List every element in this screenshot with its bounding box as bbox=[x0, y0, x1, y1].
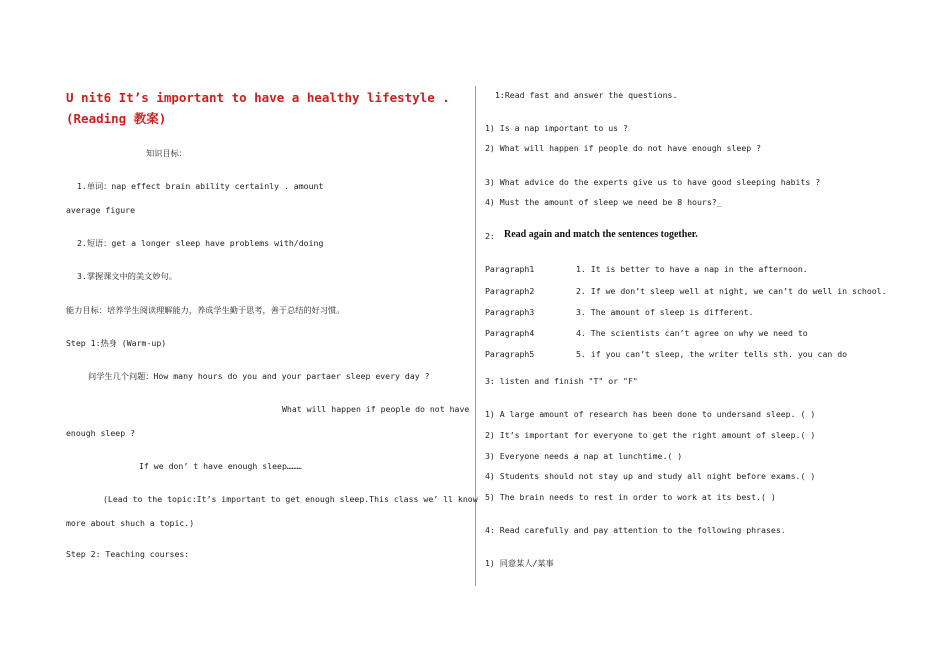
warmup-question-2b: enough sleep ? bbox=[66, 428, 136, 438]
task-2-heading: Read again and match the sentences together. bbox=[504, 229, 698, 240]
tf-item-4: 4) Students should not stay up and study all night before exams.( ) bbox=[485, 471, 816, 481]
warmup-question-2a: What will happen if people do not have bbox=[282, 404, 470, 414]
match-sentence-1: 1. It is better to have a nap in the afternoon. bbox=[576, 264, 808, 274]
task-1-question-4: 4) Must the amount of sleep we need be 8 hours?_ bbox=[485, 197, 722, 207]
vocabulary-line-1: 1.单词：nap effect brain ability certainly . amount bbox=[77, 181, 324, 191]
tf-item-1: 1) A large amount of research has been done to undersand sleep. ( ) bbox=[485, 409, 816, 419]
step-2-heading: Step 2: Teaching courses: bbox=[66, 549, 190, 559]
phrases-line: 2.短语：get a longer sleep have problems with/doing bbox=[77, 238, 324, 248]
knowledge-goal-label: 知识目标： bbox=[146, 148, 187, 158]
lesson-title: U nit6 It’s important to have a healthy lifestyle .(Reading 教案) bbox=[66, 90, 450, 126]
match-paragraph-2: Paragraph2 bbox=[485, 286, 535, 296]
task-1-question-2: 2) What will happen if people do not have enough sleep ? bbox=[485, 143, 762, 153]
tf-item-3: 3) Everyone needs a nap at lunchtime.( ) bbox=[485, 451, 683, 461]
ability-goal: 能力目标：培养学生阅读理解能力，养成学生勤于思考，善于总结的好习惯。 bbox=[66, 305, 345, 315]
lead-in-line-2: more about shuch a topic.) bbox=[66, 518, 195, 528]
match-sentence-3: 3. The amount of sleep is different. bbox=[576, 307, 754, 317]
vocabulary-line-2: average figure bbox=[66, 205, 136, 215]
warmup-statement: If we don’ t have enough sleep……… bbox=[139, 461, 302, 471]
warmup-question-1: 问学生几个问题：How many hours do you and your partaer sleep every day ? bbox=[88, 371, 430, 381]
tf-item-2: 2) It’s important for everyone to get the right amount of sleep.( ) bbox=[485, 430, 816, 440]
match-paragraph-4: Paragraph4 bbox=[485, 328, 535, 338]
match-paragraph-5: Paragraph5 bbox=[485, 349, 535, 359]
match-paragraph-1: Paragraph1 bbox=[485, 264, 535, 274]
sentences-line: 3.掌握课文中的美文妙句。 bbox=[77, 271, 177, 281]
phrase-item-1: 1) 同意某人/某事 bbox=[485, 558, 554, 568]
match-sentence-4: 4. The scientists can’t agree on why we need to bbox=[576, 328, 808, 338]
match-paragraph-3: Paragraph3 bbox=[485, 307, 535, 317]
column-divider bbox=[475, 86, 476, 586]
tf-item-5: 5) The brain needs to rest in order to work at its best.( ) bbox=[485, 492, 776, 502]
match-sentence-5: 5. if you can’t sleep, the writer tells sth. you can do bbox=[576, 349, 848, 359]
task-3-heading: 3: listen and finish "T" or "F" bbox=[485, 376, 638, 386]
lead-in-line-1: (Lead to the topic:It’s important to get enough sleep.This class we’ ll know bbox=[103, 494, 478, 504]
task-1-heading: 1:Read fast and answer the questions. bbox=[495, 90, 678, 100]
match-sentence-2: 2. If we don’t sleep well at night, we can’t do well in school. bbox=[576, 286, 887, 296]
task-4-heading: 4: Read carefully and pay attention to the following phrases. bbox=[485, 525, 786, 535]
step-1-heading: Step 1:热身 (Warm-up) bbox=[66, 338, 167, 348]
task-1-question-3: 3) What advice do the experts give us to have good sleeping habits ? bbox=[485, 177, 821, 187]
task-1-question-1: 1) Is a nap important to us ? bbox=[485, 123, 628, 133]
task-2-number: 2: bbox=[485, 231, 495, 241]
